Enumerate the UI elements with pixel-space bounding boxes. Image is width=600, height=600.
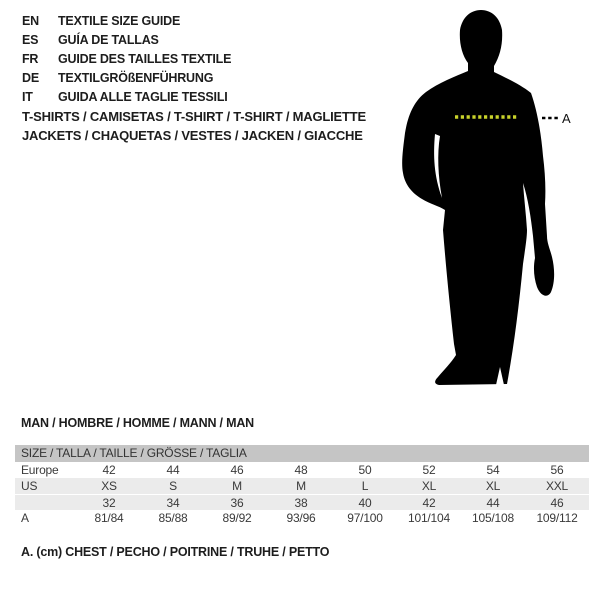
language-label: TEXTILGRÖßENFÜHRUNG <box>58 71 214 85</box>
size-cell: 46 <box>550 496 564 510</box>
language-code: DE <box>22 71 39 85</box>
table-row <box>15 510 589 526</box>
size-cell: 32 <box>102 496 116 510</box>
language-label: GUIDA ALLE TAGLIE TESSILI <box>58 90 228 104</box>
size-cell: 38 <box>294 496 308 510</box>
language-code: EN <box>22 14 39 28</box>
size-cell: 48 <box>294 463 308 477</box>
language-row <box>22 50 231 69</box>
size-cell: XS <box>101 479 117 493</box>
size-cell: M <box>232 479 242 493</box>
size-table-body <box>15 462 589 526</box>
table-row <box>15 478 589 494</box>
size-cell: 34 <box>166 496 180 510</box>
size-cell: M <box>296 479 306 493</box>
size-figure <box>396 6 576 390</box>
row-label: Europe <box>21 463 59 477</box>
size-cell: 42 <box>102 463 116 477</box>
row-label <box>15 495 77 510</box>
size-cell: 85/88 <box>158 511 188 525</box>
size-cell: 50 <box>358 463 372 477</box>
language-row <box>22 88 231 107</box>
language-code: FR <box>22 52 39 66</box>
size-cell: 93/96 <box>286 511 316 525</box>
size-cell: XXL <box>545 479 569 493</box>
size-cell: 36 <box>230 496 244 510</box>
footnote: A. (cm) CHEST / PECHO / POITRINE / TRUHE / PETTO <box>21 545 330 559</box>
size-cell: XL <box>485 479 501 493</box>
size-cell: 44 <box>486 496 500 510</box>
category-line: JACKETS / CHAQUETAS / VESTES / JACKEN / GIACCHE <box>22 128 363 143</box>
size-table-header: SIZE / TALLA / TAILLE / GRÖSSE / TAGLIA <box>15 445 589 462</box>
size-cell: 52 <box>422 463 436 477</box>
language-code: ES <box>22 33 39 47</box>
size-cell: 109/112 <box>536 511 578 525</box>
row-label: US <box>21 479 38 493</box>
size-cell: 40 <box>358 496 372 510</box>
size-cell: 101/104 <box>408 511 450 525</box>
language-label: GUIDE DES TAILLES TEXTILE <box>58 52 232 66</box>
size-cell: 105/108 <box>472 511 514 525</box>
size-cell: L <box>361 479 369 493</box>
language-label: GUÍA DE TALLAS <box>58 33 159 47</box>
table-row <box>15 494 589 510</box>
size-cell: 81/84 <box>94 511 124 525</box>
measure-label-a: A <box>562 111 571 126</box>
language-row <box>22 69 231 88</box>
size-cell: S <box>169 479 177 493</box>
size-cell: 54 <box>486 463 500 477</box>
size-cell: 42 <box>422 496 436 510</box>
size-cell: 97/100 <box>347 511 383 525</box>
language-label: TEXTILE SIZE GUIDE <box>58 14 181 28</box>
size-cell: XL <box>421 479 437 493</box>
category-list <box>22 107 366 145</box>
size-cell: 46 <box>230 463 244 477</box>
language-code: IT <box>22 90 33 104</box>
category-line: T-SHIRTS / CAMISETAS / T-SHIRT / T-SHIRT / MAGLIETTE <box>22 109 366 124</box>
size-cell: 44 <box>166 463 180 477</box>
man-silhouette <box>402 10 554 385</box>
language-row <box>22 31 231 50</box>
language-row <box>22 12 231 31</box>
section-title: MAN / HOMBRE / HOMME / MANN / MAN <box>21 416 254 430</box>
size-table <box>15 445 589 526</box>
table-row <box>15 462 589 478</box>
size-cell: 89/92 <box>222 511 252 525</box>
row-label: A <box>21 511 29 525</box>
size-cell: 56 <box>550 463 564 477</box>
language-list <box>22 12 231 107</box>
